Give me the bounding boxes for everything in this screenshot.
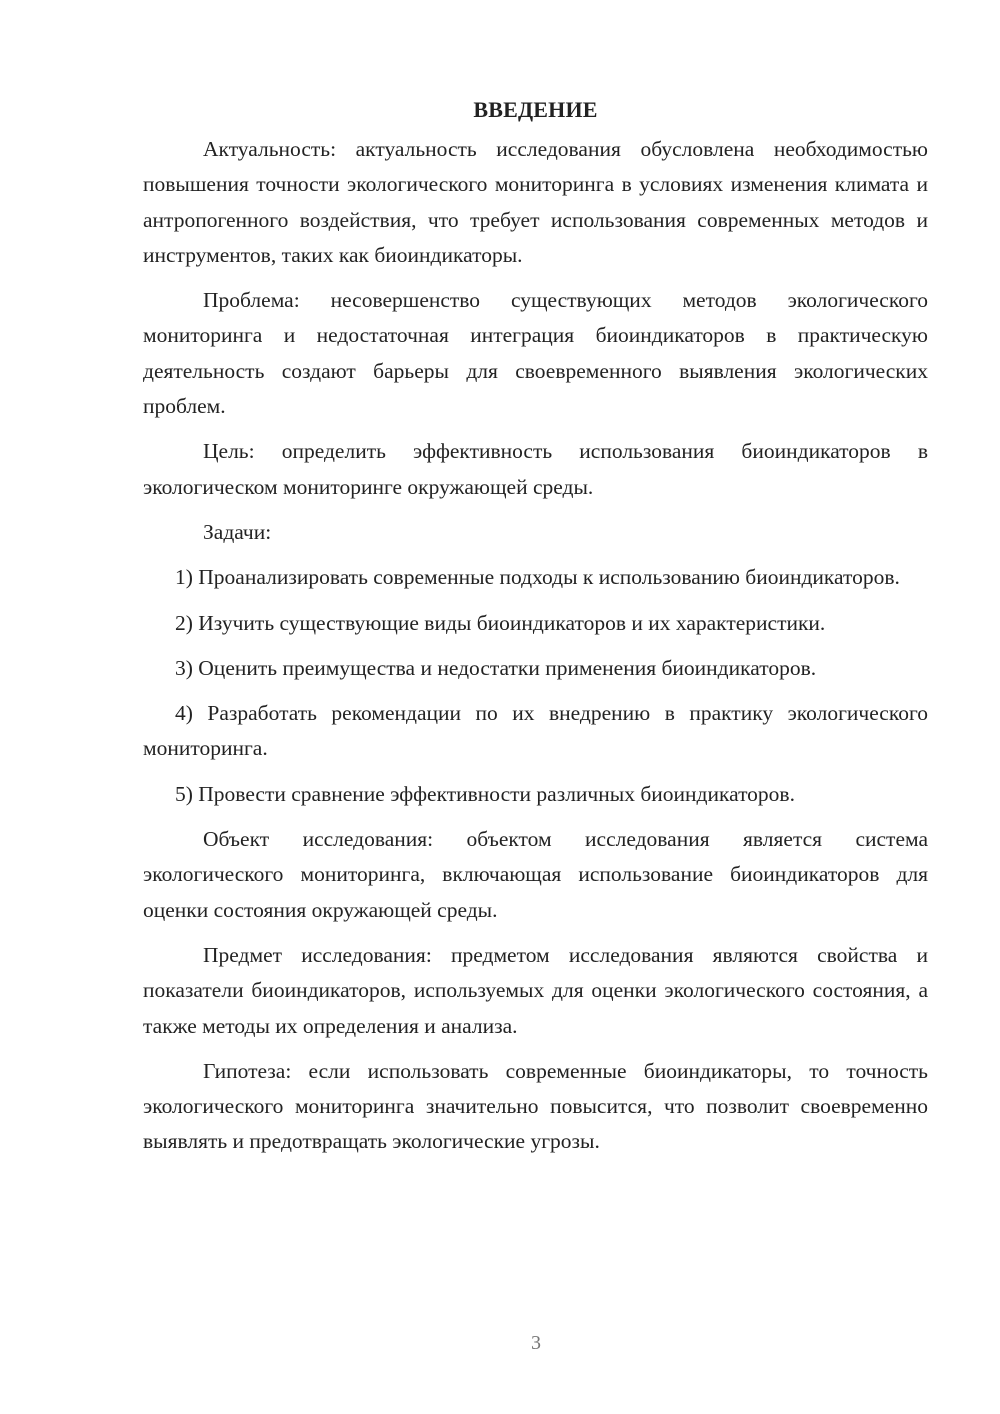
document-page [143, 92, 928, 1170]
paragraph-problem: Проблема: несовершенство существующих методов экологического мониторинга и недостаточная интеграция биоиндикаторов в практическую деятельность создают барьеры для своевременного выявления экологических проблем. [143, 288, 928, 419]
paragraph-relevance: Актуальность: актуальность исследования обусловлена необходимостью повышения точности экологического мониторинга в условиях изменения климата и антропогенного воздействия, что требует использования современных методов и инструментов, таких как биоиндикаторы. [143, 137, 928, 267]
tasks-heading: Задачи: [203, 519, 272, 544]
section-title: ВВЕДЕНИЕ [473, 97, 598, 122]
paragraph-hypothesis: Гипотеза: если использовать современные биоиндикаторы, то точность экологического мониторинга значительно повысится, что позволит своевременно выявлять и предотвращать экологические угрозы. [143, 1058, 928, 1154]
task-item-5: 5) Провести сравнение эффективности различных биоиндикаторов. [175, 781, 795, 806]
task-item-2: 2) Изучить существующие виды биоиндикаторов и их характеристики. [175, 610, 826, 635]
paragraph-goal: Цель: определить эффективность использования биоиндикаторов в экологическом мониторинге окружающей среды. [143, 439, 928, 499]
paragraph-object: Объект исследования: объектом исследования является система экологического мониторинга, включающая использование биоиндикаторов для оценки состояния окружающей среды. [143, 827, 928, 922]
page-number: 3 [531, 1332, 541, 1354]
paragraph-subject: Предмет исследования: предметом исследования являются свойства и показатели биоиндикаторов, используемых для оценки экологического состояния, а также методы их определения и анализа. [143, 942, 928, 1038]
task-item-3: 3) Оценить преимущества и недостатки применения биоиндикаторов. [175, 655, 817, 680]
task-item-4: 4) Разработать рекомендации по их внедрению в практику экологического мониторинга. [143, 701, 928, 761]
task-item-1: 1) Проанализировать современные подходы к использованию биоиндикаторов. [175, 565, 900, 590]
